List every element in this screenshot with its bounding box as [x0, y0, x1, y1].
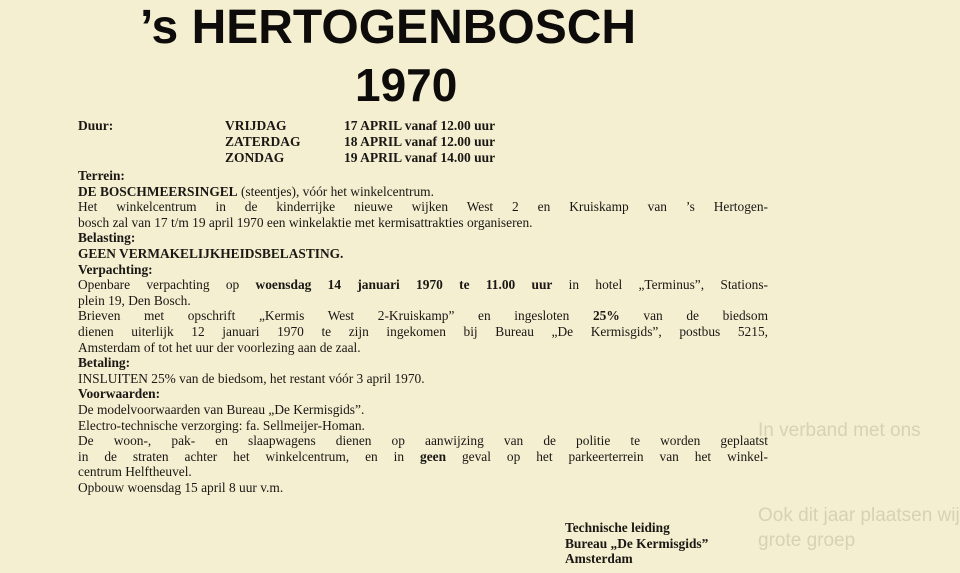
voorwaarden-line: Electro-technische verzorging: fa. Sellmeijer-Homan. — [78, 417, 365, 433]
terrein-line: Het winkelcentrum in de kinderrijke nieuwe wijken West 2 en Kruiskamp van ’s Hertogen- — [78, 199, 768, 215]
terrein-line: bosch zal van 17 t/m 19 april 1970 een winkelaktie met kermisattrakties organiseren. — [78, 214, 533, 230]
signature-line: Technische leiding — [565, 520, 670, 535]
verpachting-line: dienen uiterlijk 12 januari 1970 te zijn ingekomen bij Bureau „De Kermisgids”, postbus 5215, — [78, 323, 768, 339]
verpachting-text: Openbare verpachting op — [78, 277, 256, 293]
voorwaarden-line: De modelvoorwaarden van Bureau „De Kermisgids”. — [78, 401, 365, 417]
bleed-through-text: Ook dit jaar plaatsen wij — [758, 505, 960, 526]
schedule-date: 17 APRIL vanaf 12.00 uur — [344, 118, 496, 133]
schedule-date: 18 APRIL vanaf 12.00 uur — [344, 134, 496, 149]
bleed-through-text: grote groep — [758, 530, 856, 551]
verpachting-text: Brieven met opschrift „Kermis West 2-Kruiskamp” en ingesloten — [78, 308, 593, 324]
signature-line: Bureau „De Kermisgids” — [565, 535, 709, 551]
terrein-place-rest: (steentjes), vóór het winkelcentrum. — [237, 183, 434, 199]
terrein-line — [78, 184, 768, 200]
schedule-date: 19 APRIL vanaf 14.00 uur — [344, 150, 496, 165]
verpachting-percent: 25% — [592, 308, 620, 324]
verpachting-text: van de biedsom — [619, 308, 768, 324]
verpachting-line: Amsterdam of tot het uur der voorlezing aan de zaal. — [78, 339, 361, 355]
signature-block — [565, 520, 708, 567]
page-year: 1970 — [355, 59, 458, 111]
signature-line: Amsterdam — [565, 551, 633, 567]
verpachting-line — [78, 308, 768, 324]
verpachting-line: plein 19, Den Bosch. — [78, 292, 191, 308]
verpachting-text: in hotel „Terminus”, Stations- — [552, 277, 768, 293]
schedule-day: VRIJDAG — [225, 118, 287, 133]
bleed-through-text: In verband met ons — [758, 420, 921, 441]
section-heading: Belasting: — [78, 230, 136, 246]
page-title: ’s HERTOGENBOSCH — [140, 1, 637, 54]
terrein-place: DE BOSCHMEERSINGEL — [78, 183, 238, 199]
voorwaarden-line: centrum Helftheuvel. — [78, 464, 192, 480]
voorwaarden-line: De woon-, pak- en slaapwagens dienen op aanwijzing van de politie te worden geplaatst — [78, 433, 768, 449]
verpachting-line — [78, 277, 768, 293]
voorwaarden-line: Opbouw woensdag 15 april 8 uur v.m. — [78, 479, 284, 495]
belasting-text: GEEN VERMAKELIJKHEIDSBELASTING. — [78, 245, 344, 261]
voorwaarden-line — [78, 449, 768, 465]
voorwaarden-text: in de straten achter het winkelcentrum, en in — [78, 448, 420, 464]
section-heading: Terrein: — [78, 168, 125, 183]
voorwaarden-emphasis: geen — [420, 448, 447, 464]
voorwaarden-text: geval op het parkeerterrein van het winkel- — [446, 448, 768, 464]
betaling-text: INSLUITEN 25% van de biedsom, het restant vóór 3 april 1970. — [78, 370, 425, 386]
section-heading: Voorwaarden: — [78, 386, 161, 402]
section-heading: Betaling: — [78, 355, 131, 371]
section-heading: Verpachting: — [78, 261, 153, 277]
schedule-day: ZONDAG — [225, 150, 285, 165]
verpachting-date: woensdag 14 januari 1970 te 11.00 uur — [255, 277, 553, 293]
announcement-body — [78, 168, 768, 495]
schedule-day: ZATERDAG — [225, 134, 301, 149]
schedule-label: Duur: — [78, 118, 114, 133]
